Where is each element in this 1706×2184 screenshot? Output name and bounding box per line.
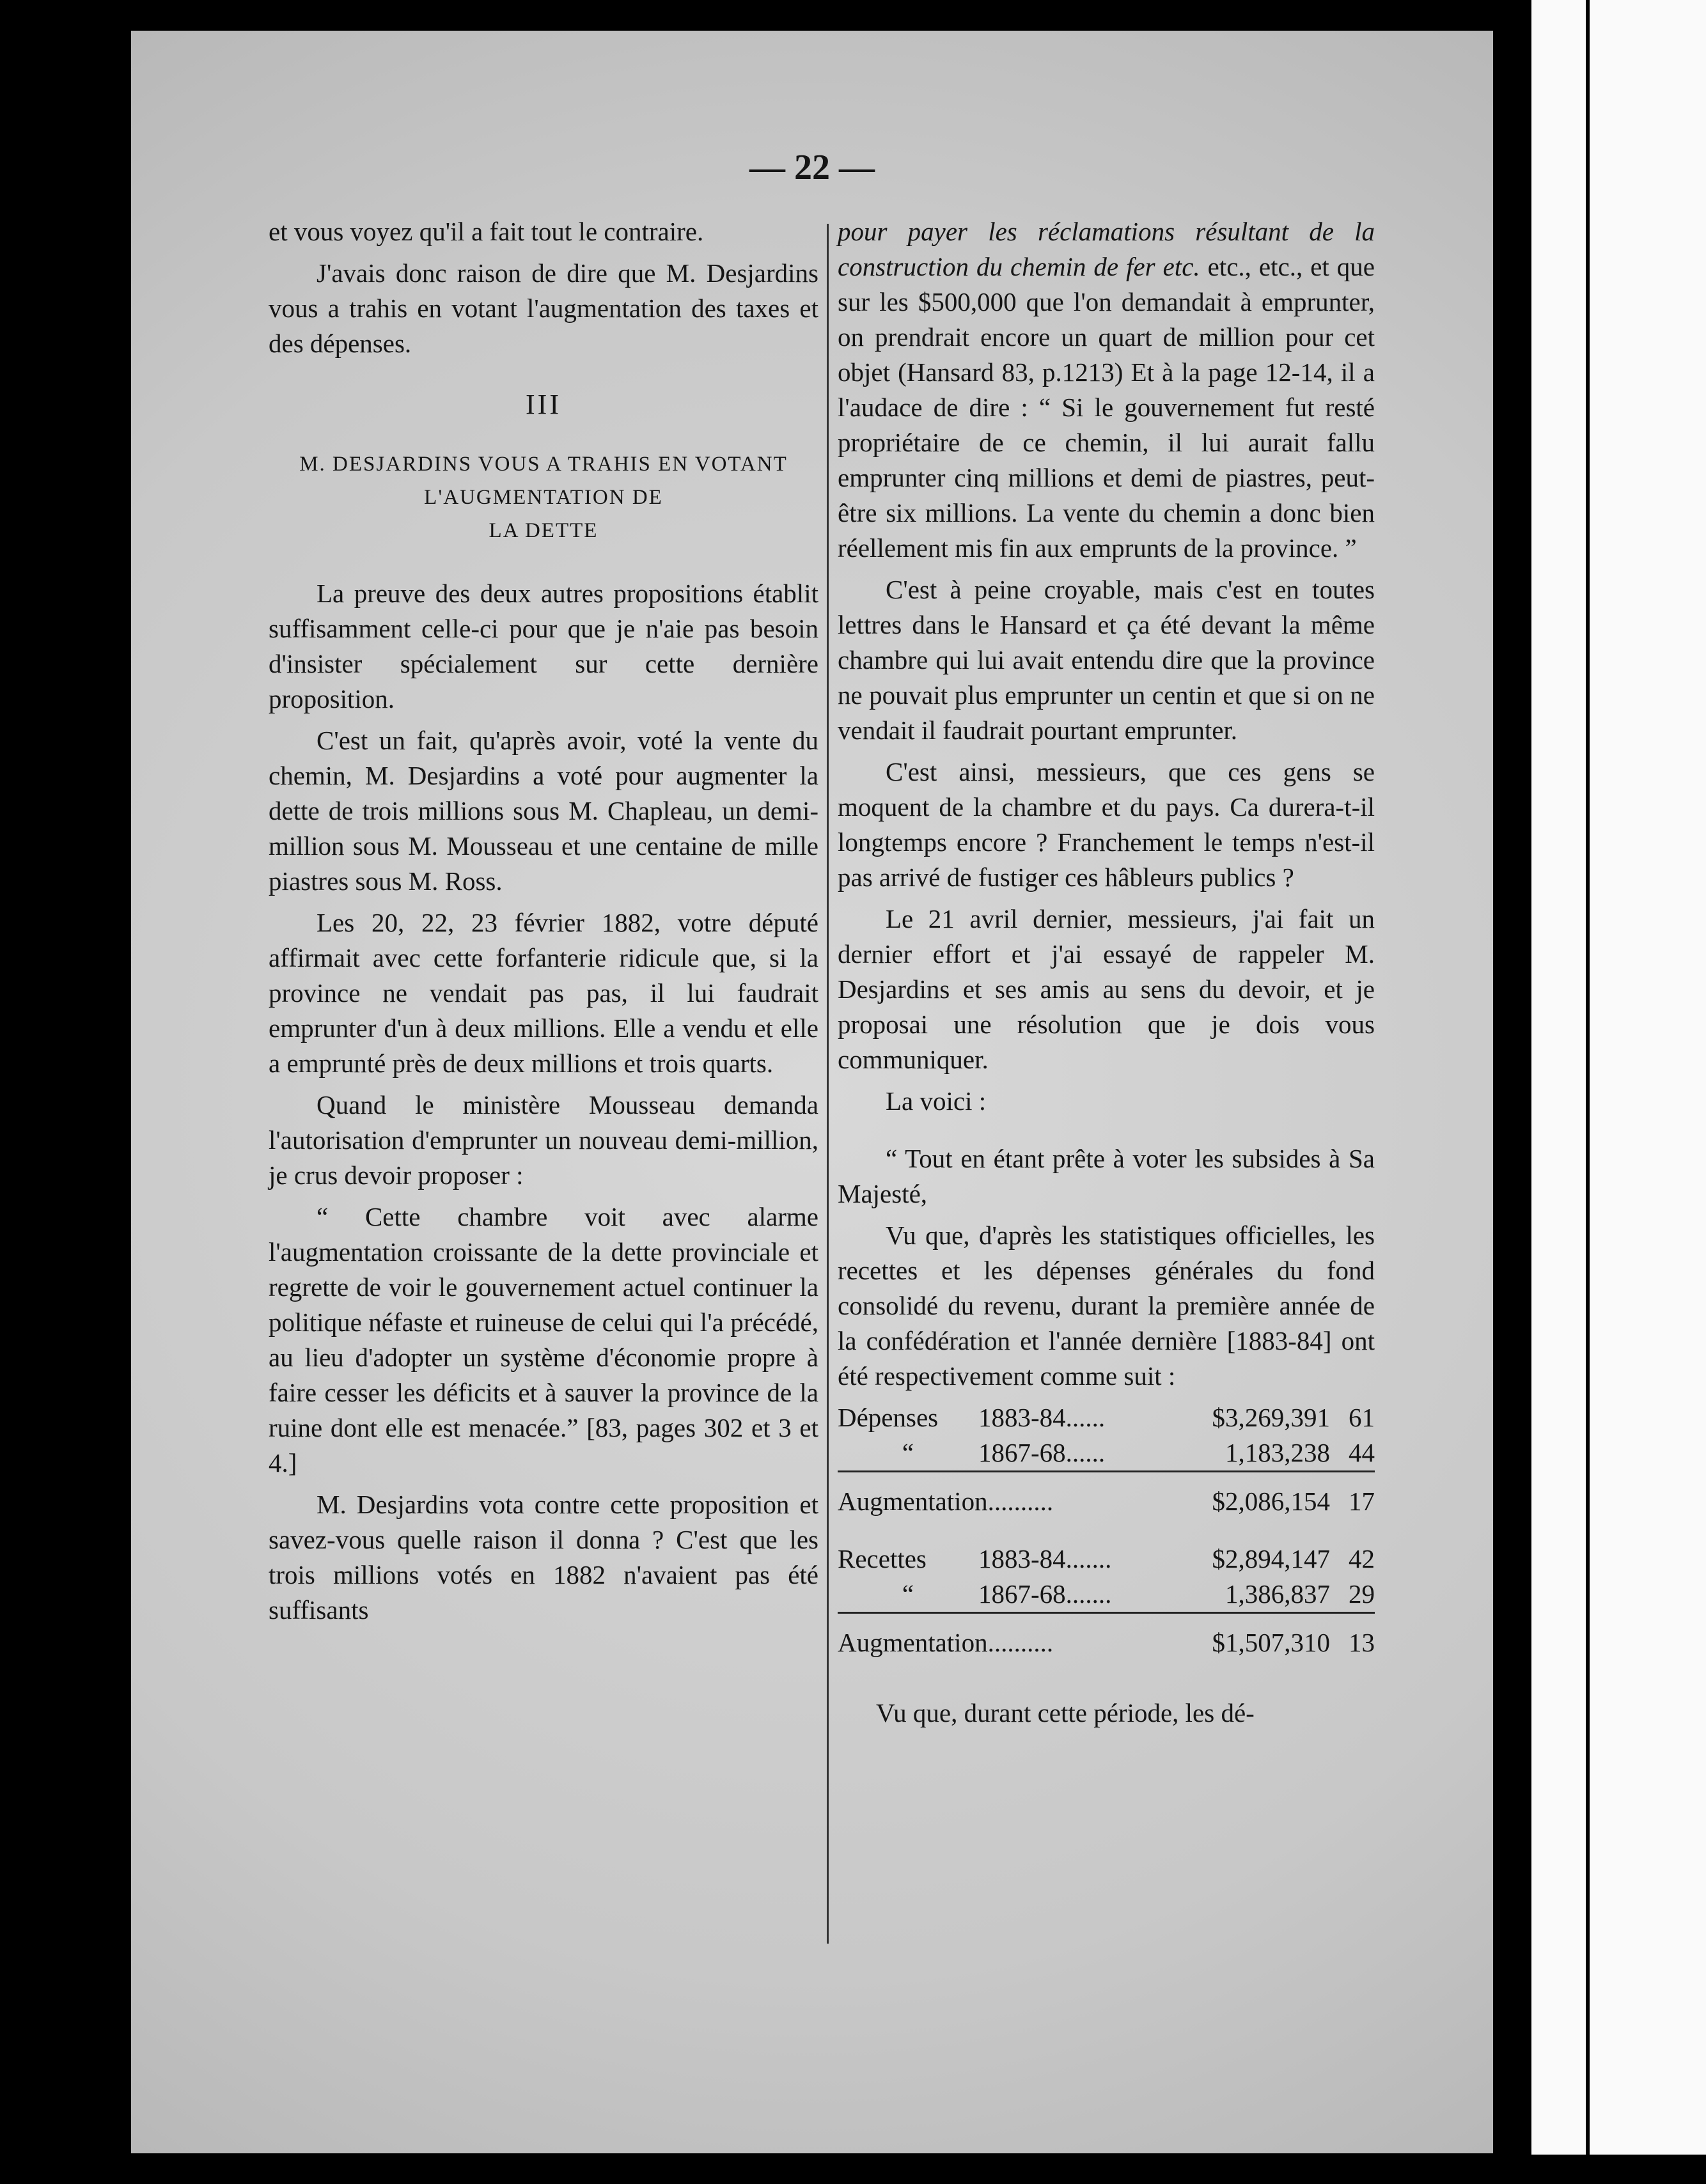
total-label: Augmentation..........: [838, 1628, 1054, 1657]
row-year: 1883-84......: [978, 1403, 1106, 1432]
paragraph: [838, 214, 1375, 566]
facing-page-edge: [1531, 0, 1706, 2184]
table-total-row: [838, 1472, 1375, 1541]
row-year: 1883-84.......: [978, 1544, 1112, 1573]
row-label: Recettes: [838, 1544, 927, 1573]
scan-border: [0, 2155, 1706, 2184]
total-cents: 13: [1349, 1628, 1375, 1657]
total-label: Augmentation..........: [838, 1486, 1054, 1516]
row-label: “: [902, 1579, 914, 1609]
finance-table: [838, 1400, 1375, 1683]
row-amount: 1,183,238: [1225, 1438, 1330, 1467]
italic-text: pour payer les réclamations résultant de la construction du chemin de fer etc.: [838, 217, 1375, 281]
total-amount: $1,507,310: [1212, 1628, 1330, 1657]
row-label: “: [902, 1438, 914, 1467]
row-amount: $2,894,147: [1212, 1544, 1330, 1573]
paragraph: C'est ainsi, messieurs, que ces gens se moquent de la chambre et du pays. Ca durera-t-il longtemps encore ? Franchement le temps n'est-il pas arrivé de fustiger ces hâbleurs publics ?: [838, 757, 1375, 892]
row-cents: 61: [1349, 1403, 1375, 1432]
paragraph: “ Tout en étant prête à voter les subsides à Sa Majesté,: [838, 1144, 1375, 1208]
paragraph: Vu que, durant cette période, les dé-: [876, 1698, 1255, 1728]
table-total-row: [838, 1614, 1375, 1683]
table-row: [838, 1541, 1375, 1577]
table-row: [838, 1577, 1375, 1613]
column-rule: [827, 224, 829, 1944]
page-edge-line: [1586, 0, 1590, 2184]
paragraph-text: etc., etc., et que sur les $500,000 que l'on demandait à emprunter, on prendrait encore un quart de million pour cet objet (Hansard 83, p.1213) Et à la page 12-14, il a l'audace de dire : “ Si le gouvernement fut resté propriétaire de ce chemin, il lui aurait fallu emprunter cinq millions et demi de piastres, peut-être six millions. La vente du chemin a donc bien réellement mis fin aux emprunts de la province. ”: [838, 252, 1375, 563]
section-title: [269, 448, 818, 547]
section-title-line: LA DETTE: [489, 519, 599, 542]
row-amount: $3,269,391: [1212, 1403, 1330, 1432]
row-cents: 29: [1349, 1579, 1375, 1609]
page-number: — 22 —: [749, 148, 875, 187]
row-year: 1867-68.......: [978, 1579, 1112, 1609]
paragraph: Les 20, 22, 23 février 1882, votre député affirmait avec cette forfanterie ridicule que, si la province ne vendait pas pas, il lui faudrait emprunter d'un à deux millions. Elle a vendu et elle a emprunté près de deux millions et trois quarts.: [269, 908, 818, 1078]
paragraph: Vu que, d'après les statistiques officielles, les recettes et les dépenses générales du fond consolidé du revenu, durant la première année de la confédération et l'année dernière [1883-84] ont été respectivement comme suit :: [838, 1221, 1375, 1391]
left-column: [269, 214, 818, 1634]
total-amount: $2,086,154: [1212, 1486, 1330, 1516]
table-row: [838, 1400, 1375, 1435]
row-year: 1867-68......: [978, 1438, 1106, 1467]
paragraph: M. Desjardins vota contre cette proposition et savez-vous quelle raison il donna ? C'est que les trois millions votés en 1882 n'avaient pas été suffisants: [269, 1490, 818, 1625]
row-label: Dépenses: [838, 1403, 939, 1432]
row-cents: 44: [1349, 1438, 1375, 1467]
paragraph: et vous voyez qu'il a fait tout le contraire.: [269, 217, 704, 246]
row-cents: 42: [1349, 1544, 1375, 1573]
paragraph: La preuve des deux autres propositions établit suffisamment celle-ci pour que je n'aie pas besoin d'insister spécialement sur cette dernière proposition.: [269, 579, 818, 714]
quoted-motion: “ Cette chambre voit avec alarme l'augmentation croissante de la dette provinciale et regrette de voir le gouvernement actuel continuer la politique néfaste et ruineuse de celui qui l'a précédé, au lieu d'adopter un système d'économie propre à faire cesser les déficits et à sauver la province de la ruine dont elle est menacée.” [83, pages 302 et 3 et 4.]: [269, 1202, 818, 1478]
right-column: [838, 214, 1375, 1737]
paragraph: C'est un fait, qu'après avoir, voté la vente du chemin, M. Desjardins a voté pour augmenter la dette de trois millions sous M. Chapleau, un demi-million sous M. Mousseau et une centaine de mille piastres sous M. Ross.: [269, 726, 818, 896]
paragraph: J'avais donc raison de dire que M. Desjardins vous a trahis en votant l'augmentation des taxes et des dépenses.: [269, 258, 818, 358]
paragraph: Quand le ministère Mousseau demanda l'autorisation d'emprunter un nouveau demi-million, je crus devoir proposer :: [269, 1090, 818, 1190]
section-title-line: M. DESJARDINS VOUS A TRAHIS EN VOTANT L'AUGMENTATION DE: [299, 453, 788, 509]
paragraph: La voici :: [886, 1086, 987, 1116]
paragraph: Le 21 avril dernier, messieurs, j'ai fait un dernier effort et j'ai essayé de rappeler M. Desjardins et ses amis au sens du devoir, et je proposai une résolution que je dois vous communiquer.: [838, 904, 1375, 1074]
section-number: III: [526, 389, 561, 420]
table-row: [838, 1435, 1375, 1472]
total-cents: 17: [1349, 1486, 1375, 1516]
row-amount: 1,386,837: [1225, 1579, 1330, 1609]
paragraph: C'est à peine croyable, mais c'est en toutes lettres dans le Hansard et ça été devant la même chambre qui lui avait entendu dire que la province ne pouvait plus emprunter un centin et que si on ne vendait il faudrait pourtant emprunter.: [838, 575, 1375, 745]
